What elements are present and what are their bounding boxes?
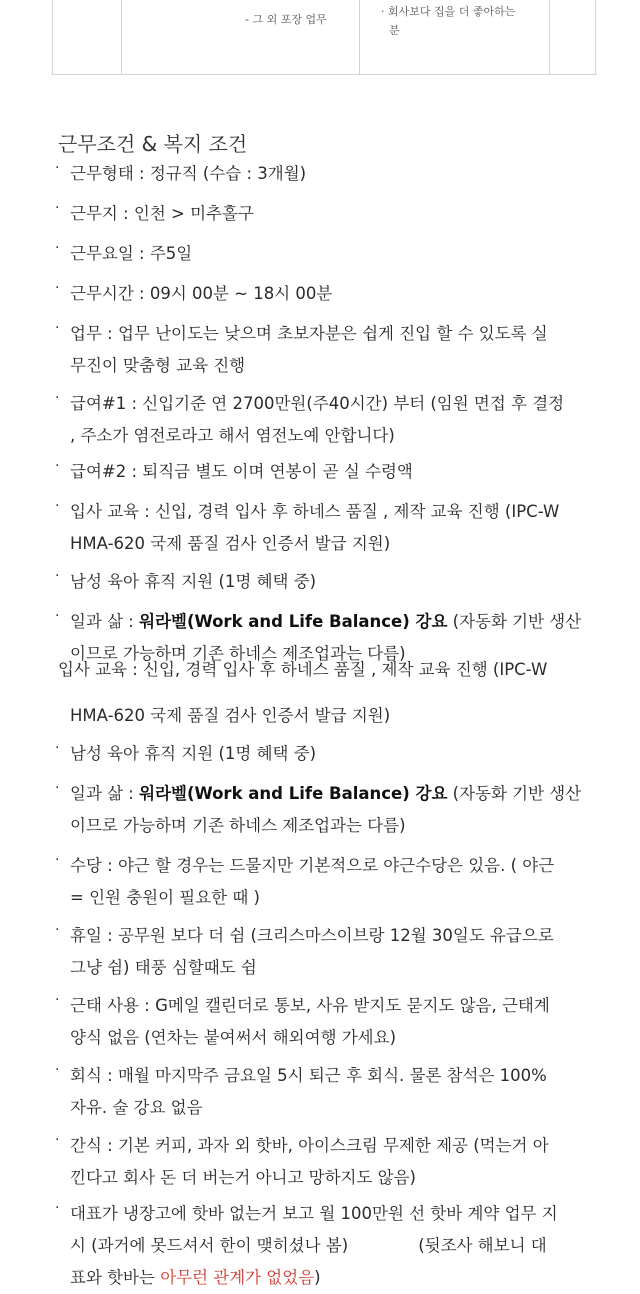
list-item: · 일과 삶 : 워라벨(Work and Life Balance) 강요 (자동화 기반 생산 이므로 가능하며 기존 하네스 제조업과는 다름): [55, 608, 582, 663]
table-col: [359, 0, 550, 74]
table-col: [549, 0, 596, 74]
table-col: [53, 0, 122, 74]
list-item: · 입사 교육 : 신입, 경력 입사 후 하네스 품질 , 제작 교육 진행 (IPC-W HMA-620 국제 품질 검사 인증서 발급 지원): [55, 498, 560, 553]
list-item: · 급여#2 : 퇴직금 별도 이며 연봉이 곧 실 수령액: [55, 458, 413, 481]
list-item: · 남성 육아 휴직 지원 (1명 혜택 중): [55, 568, 317, 591]
list-item: · 근무지 : 인천 > 미추홀구: [55, 200, 254, 223]
list-item: · 회식 : 매월 마지막주 금요일 5시 퇴근 후 회식. 물론 참석은 100% 자유. 술 강요 없음: [55, 1062, 547, 1117]
list-item: · 급여#1 : 신입기준 연 2700만원(주40시간) 부터 (임원 면접 후 결정 , 주소가 염전로라고 해서 염전노예 안합니다): [55, 390, 565, 445]
list-item: · 근무요일 : 주5일: [55, 240, 193, 263]
list-item: · 수당 : 야근 할 경우는 드물지만 기본적으로 야근수당은 있음. ( 야근 = 인원 충원이 필요한 때 ): [55, 852, 555, 907]
list-item: · 근무형태 : 정규직 (수습 : 3개월): [55, 160, 307, 183]
table-cell-text: 분: [389, 24, 400, 37]
table-cell-text: - 그 외 포장 업무: [245, 13, 327, 26]
list-item: · 업무 : 업무 난이도는 낮으며 초보자분은 쉽게 진입 할 수 있도록 실 무진이 맞춤형 교육 진행: [55, 320, 548, 375]
posting-panel-bottom: [0, 660, 640, 1287]
list-item: · 간식 : 기본 커피, 과자 외 핫바, 아이스크림 무제한 제공 (먹는거 아 낀다고 회사 돈 더 버는거 아니고 망하지도 않음): [55, 1132, 549, 1187]
list-item: · 일과 삶 : 워라벨(Work and Life Balance) 강요 (자동화 기반 생산 이므로 가능하며 기존 하네스 제조업과는 다름): [55, 780, 582, 835]
list-item: · 근태 사용 : G메일 캘린더로 통보, 사유 받지도 묻지도 않음, 근태계 양식 없음 (연차는 붙여써서 해외여행 가세요): [55, 992, 550, 1047]
list-item: · 대표가 냉장고에 핫바 없는거 보고 월 100만원 선 핫바 계약 업무 지 시 (과거에 못드셔서 한이 맺히셨나 봄) (뒷조사 해보니 대 표와 핫바는 아무런 관계가 없었음): [55, 1200, 558, 1287]
table-col: [121, 0, 360, 74]
list-item: · 남성 육아 휴직 지원 (1명 혜택 중): [55, 740, 317, 763]
requirements-table-fragment: [52, 0, 597, 75]
section-heading: 근무조건 & 복지 조건: [58, 132, 248, 156]
cutoff-text-line: 입사 교육 : 신입, 경력 입사 후 하네스 품질 , 제작 교육 진행 (IPC-W: [58, 660, 548, 679]
list-item: · 휴일 : 공무원 보다 더 쉼 (크리스마스이브랑 12월 30일도 유급으로 그냥 쉼) 태풍 심할때도 쉼: [55, 922, 554, 977]
table-cell-text: · 회사보다 집을 더 좋아하는: [381, 5, 516, 18]
list-item: HMA-620 국제 품질 검사 인증서 발급 지원): [70, 706, 391, 725]
list-item: · 근무시간 : 09시 00분 ~ 18시 00분: [55, 280, 333, 303]
